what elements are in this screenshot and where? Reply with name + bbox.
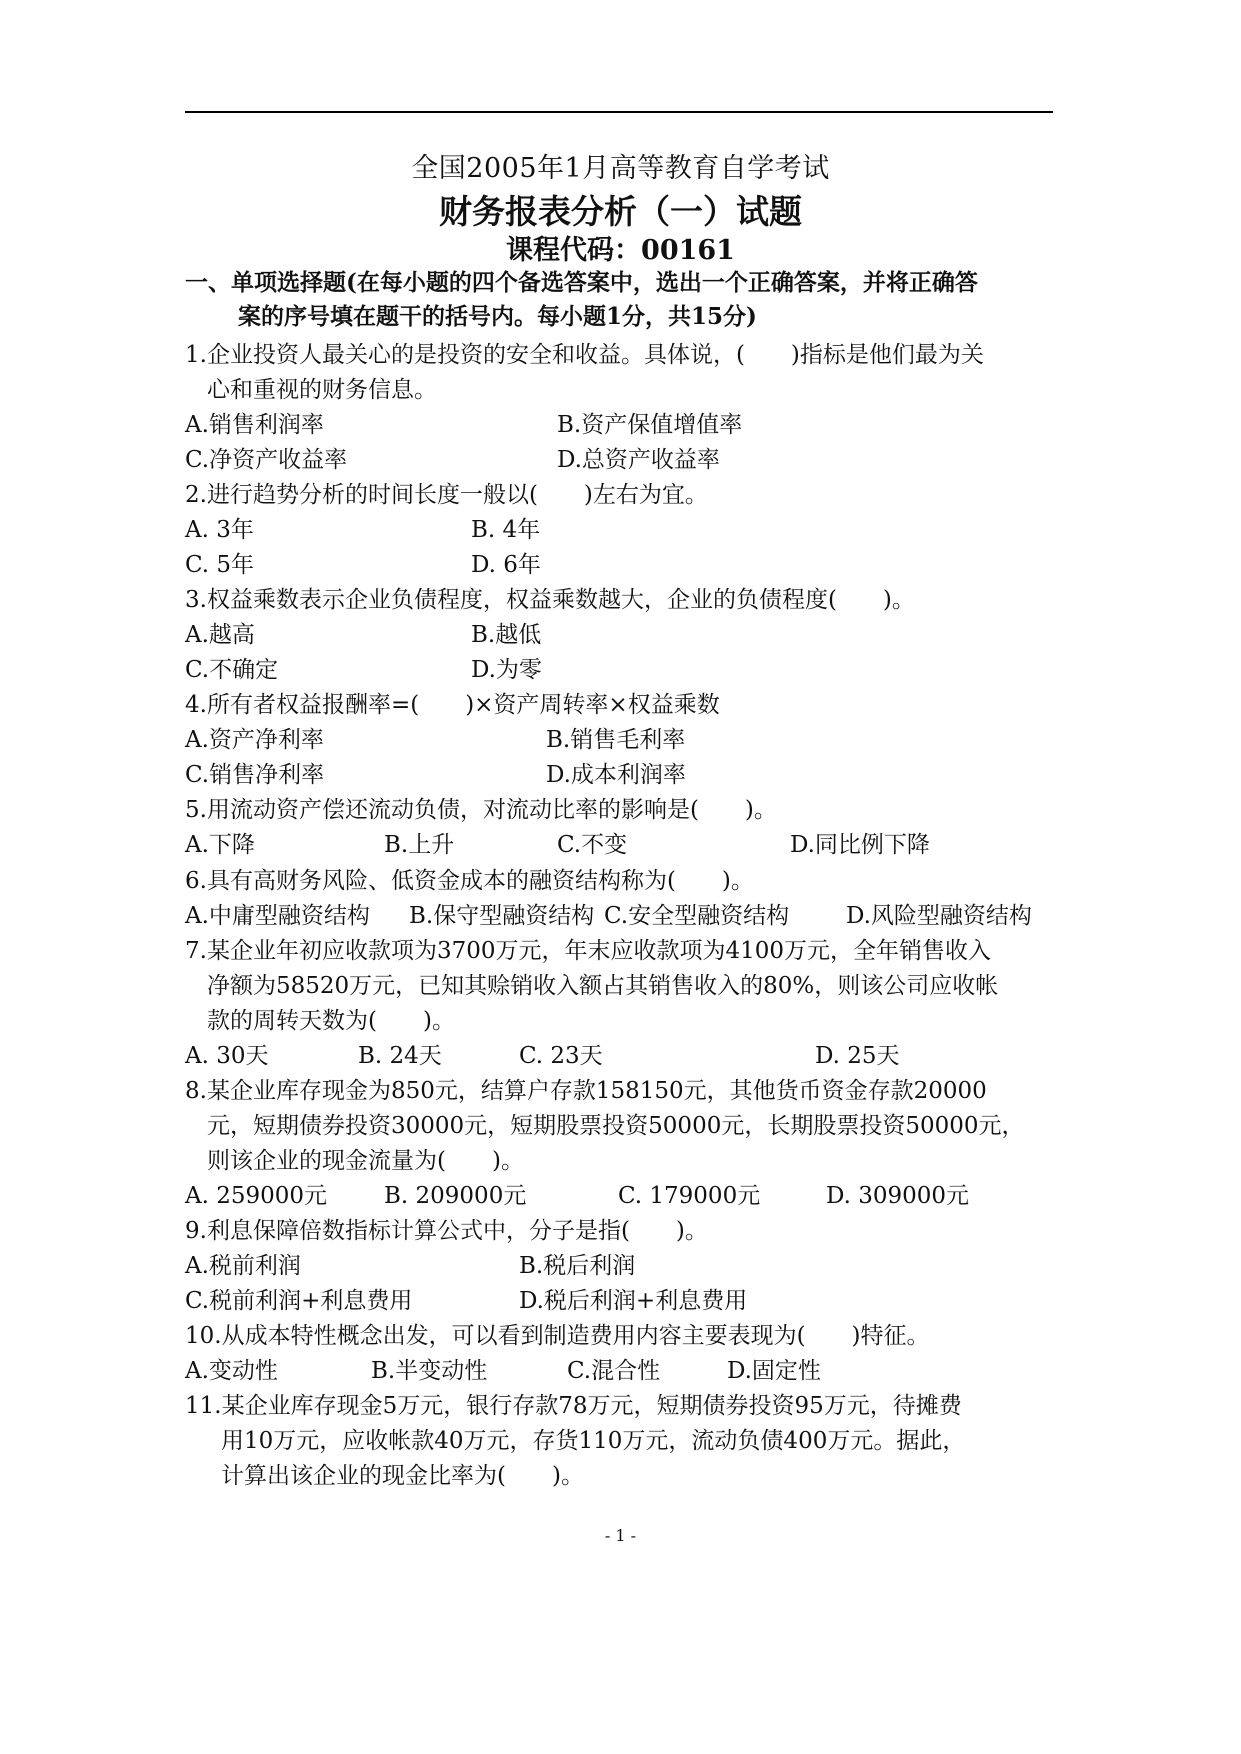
q10-option-a: A.变动性 xyxy=(185,1358,278,1384)
q10-option-d: D.固定性 xyxy=(727,1358,821,1384)
paper-title: 财务报表分析（一）试题 xyxy=(439,192,802,231)
q5-option-a: A.下降 xyxy=(185,832,255,858)
q6-option-a: A.中庸型融资结构 xyxy=(185,903,370,929)
question-4: 4.所有者权益报酬率=( )×资产周转率×权益乘数 xyxy=(185,692,720,718)
q2-option-d: D. 6年 xyxy=(471,552,541,578)
q3-option-d: D.为零 xyxy=(471,657,542,683)
course-code: 课程代码：00161 xyxy=(506,235,735,266)
q9-option-a: A.税前利润 xyxy=(185,1253,301,1279)
section-heading: 一、单项选择题(在每小题的四个备选答案中，选出一个正确答案，并将正确答 xyxy=(185,269,978,296)
q1-option-c: C.净资产收益率 xyxy=(185,447,348,473)
question-2: 2.进行趋势分析的时间长度一般以( )左右为宜。 xyxy=(185,482,708,508)
q5-option-c: C.不变 xyxy=(557,832,628,858)
q7-option-a: A. 30天 xyxy=(185,1043,269,1069)
q3-option-a: A.越高 xyxy=(185,622,255,648)
question-5: 5.用流动资产偿还流动负债，对流动比率的影响是( )。 xyxy=(185,797,777,823)
q7-option-d: D. 25天 xyxy=(815,1043,900,1069)
q3-option-b: B.越低 xyxy=(471,622,542,648)
question-8-cont2: 则该企业的现金流量为( )。 xyxy=(207,1148,524,1174)
q8-option-d: D. 309000元 xyxy=(826,1183,970,1209)
q8-option-b: B. 209000元 xyxy=(384,1183,527,1209)
q9-option-c: C.税前利润+利息费用 xyxy=(185,1288,413,1314)
q10-option-c: C.混合性 xyxy=(567,1358,661,1384)
question-8-cont: 元，短期债券投资30000元，短期股票投资50000元，长期股票投资50000元， xyxy=(207,1113,1025,1139)
q7-option-c: C. 23天 xyxy=(519,1043,603,1069)
q2-option-b: B. 4年 xyxy=(471,517,541,543)
question-6: 6.具有高财务风险、低资金成本的融资结构称为( )。 xyxy=(185,868,754,894)
question-7-cont: 净额为58520万元，已知其赊销收入额占其销售收入的80%，则该公司应收帐 xyxy=(207,973,999,999)
q1-option-a: A.销售利润率 xyxy=(185,412,324,438)
q3-option-c: C.不确定 xyxy=(185,657,279,683)
question-7-cont2: 款的周转天数为( )。 xyxy=(207,1008,455,1034)
q4-option-b: B.销售毛利率 xyxy=(546,727,686,753)
q1-option-b: B.资产保值增值率 xyxy=(557,412,743,438)
section-heading-cont: 案的序号填在题干的括号内。每小题1分，共15分) xyxy=(238,303,757,330)
q1-option-d: D.总资产收益率 xyxy=(557,447,720,473)
q9-option-d: D.税后利润+利息费用 xyxy=(519,1288,748,1314)
q6-option-d: D.风险型融资结构 xyxy=(846,903,1032,929)
question-1-cont: 心和重视的财务信息。 xyxy=(207,377,437,403)
exam-title: 全国2005年1月高等教育自学考试 xyxy=(411,153,830,184)
q4-option-d: D.成本利润率 xyxy=(546,762,686,788)
q9-option-b: B.税后利润 xyxy=(519,1253,636,1279)
question-9: 9.利息保障倍数指标计算公式中，分子是指( )。 xyxy=(185,1218,708,1244)
header-rule xyxy=(185,111,1053,113)
q2-option-a: A. 3年 xyxy=(185,517,254,543)
q2-option-c: C. 5年 xyxy=(185,552,255,578)
question-8: 8.某企业库存现金为850元，结算户存款158150元，其他货币资金存款20000 xyxy=(185,1078,987,1104)
q7-option-b: B. 24天 xyxy=(358,1043,442,1069)
q4-option-c: C.销售净利率 xyxy=(185,762,325,788)
question-11-cont: 用10万元，应收帐款40万元，存货110万元，流动负债400万元。据此， xyxy=(221,1428,966,1454)
page-number: - 1 - xyxy=(604,1526,637,1545)
q8-option-a: A. 259000元 xyxy=(185,1183,328,1209)
question-10: 10.从成本特性概念出发，可以看到制造费用内容主要表现为( )特征。 xyxy=(185,1323,930,1349)
q5-option-d: D.同比例下降 xyxy=(790,832,930,858)
question-1: 1.企业投资人最关心的是投资的安全和收益。具体说，( )指标是他们最为关 xyxy=(185,342,984,368)
q4-option-a: A.资产净利率 xyxy=(185,727,324,753)
q5-option-b: B.上升 xyxy=(384,832,455,858)
question-11: 11.某企业库存现金5万元，银行存款78万元，短期债券投资95万元，待摊费 xyxy=(185,1393,962,1419)
question-11-cont2: 计算出该企业的现金比率为( )。 xyxy=(221,1463,584,1489)
q10-option-b: B.半变动性 xyxy=(371,1358,488,1384)
q6-option-c: C.安全型融资结构 xyxy=(604,903,790,929)
q8-option-c: C. 179000元 xyxy=(618,1183,761,1209)
question-7: 7.某企业年初应收款项为3700万元，年末应收款项为4100万元，全年销售收入 xyxy=(185,938,992,964)
question-3: 3.权益乘数表示企业负债程度，权益乘数越大，企业的负债程度( )。 xyxy=(185,587,915,613)
q6-option-b: B.保守型融资结构 xyxy=(409,903,595,929)
